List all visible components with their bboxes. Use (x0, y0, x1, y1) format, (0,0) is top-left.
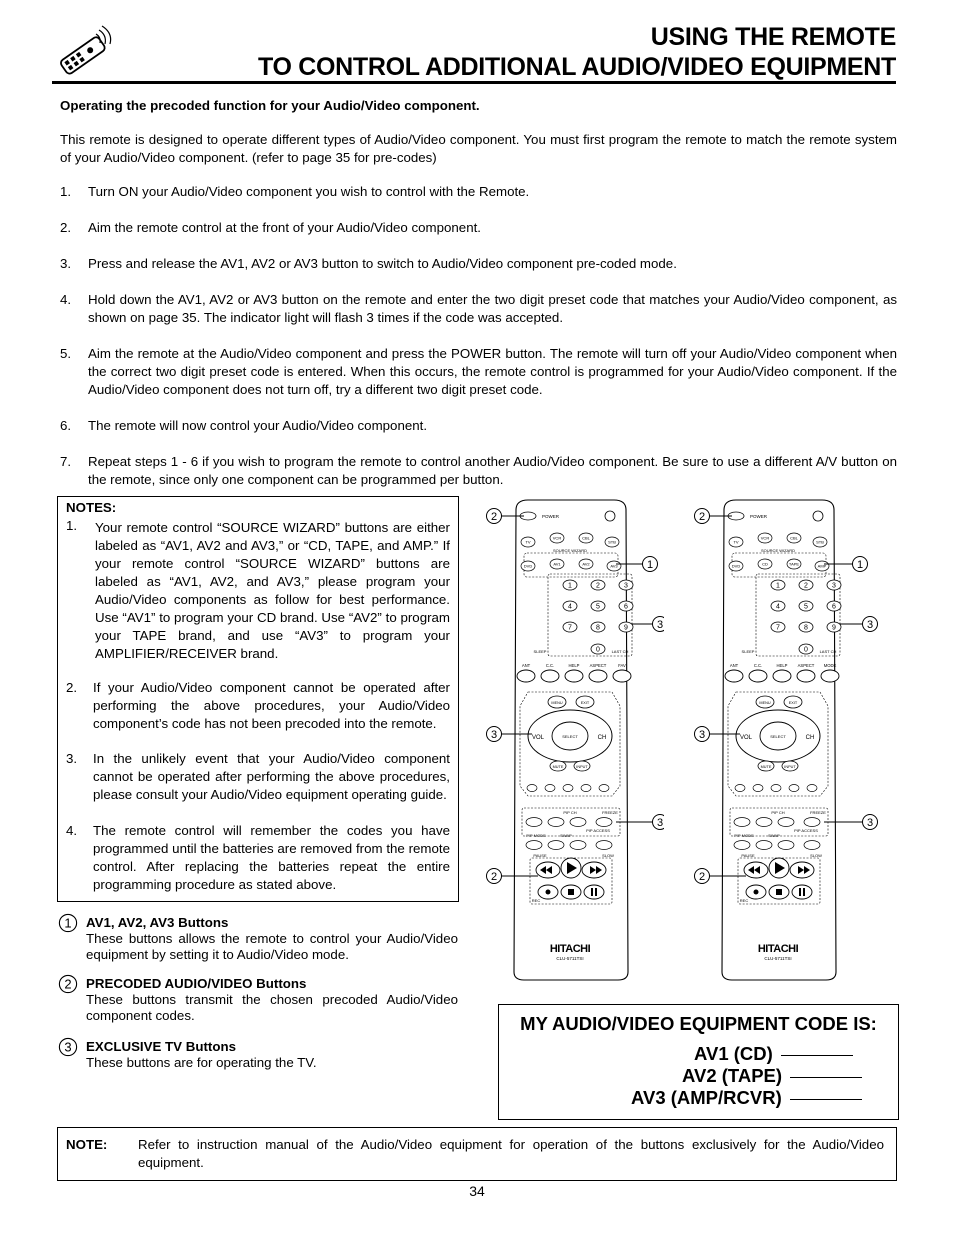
pip-button (756, 841, 772, 850)
note-item: 2. If your Audio/Video component cannot be operated after performing the above procedures, your Audio/Video component’s code has not been precoded into the remote. (66, 680, 450, 731)
code-blank-line (790, 1077, 862, 1078)
function-label: HELP (776, 663, 788, 668)
legend-item-1: 1 AV1, AV2, AV3 Buttons These buttons allows the remote to control your Audio/Video equipment by setting it to Audio/Video mode. (58, 914, 458, 964)
pip-button (778, 841, 794, 850)
small-button (789, 785, 799, 792)
step-item: 6. The remote will now control your Audio/Video component. (60, 418, 428, 433)
small-button (581, 785, 591, 792)
step-item: 5. Aim the remote at the Audio/Video component and press the POWER button. The remote will turn off your Audio/Video component when the correct two digit preset code is entered. When this occurs, the remote control is programmed for your Audio/Video component. If the Audio/Video component does not turn off, try a different two digit preset code. (60, 346, 897, 397)
title-line-1: USING THE REMOTE (650, 23, 896, 51)
brand-logo: HITACHI (757, 943, 799, 955)
power-label: POWER (542, 514, 560, 519)
record-icon (754, 890, 759, 895)
vol-label: VOL (531, 735, 545, 741)
function-button (613, 670, 631, 682)
steps-list (60, 183, 897, 489)
function-label: C.C. (545, 663, 555, 668)
function-button (725, 670, 743, 682)
remote-body-group (514, 500, 633, 980)
exit-label: EXIT (580, 701, 590, 705)
section-subheading: Operating the precoded function for your Audio/Video component. (60, 98, 480, 113)
pip-button (734, 841, 750, 850)
source-wizard-label: SOURCE WIZARD (553, 548, 587, 553)
callout-number: 2 (698, 871, 706, 883)
note-text: Refer to instruction manual of the Audio/Video equipment for operation of the buttons exclusively for the Audio/Video equipment. (138, 1137, 884, 1170)
pip-button (804, 841, 820, 850)
callout-number-icon (58, 913, 78, 933)
menu-label: MENU (759, 701, 771, 705)
pip-button (734, 818, 750, 827)
callout-number: 1 (646, 559, 654, 571)
digit-label: 3 (832, 582, 836, 590)
av-button-label: DVD (731, 563, 741, 569)
function-button (541, 670, 559, 682)
swap-label: SWAP (768, 833, 780, 838)
digit-label: 0 (596, 646, 600, 654)
pause-label: PAUSE (533, 853, 547, 858)
callout-number: 3 (866, 619, 874, 631)
svg-text:2: 2 (64, 976, 72, 992)
digit-label: 7 (568, 624, 572, 632)
menu-label: MENU (551, 701, 563, 705)
intro-paragraph: This remote is designed to operate different types of Audio/Video component. You must first program the remote to match the remote system of your Audio/Video component. (refer to page 35 for pre-codes) (60, 132, 897, 165)
digit-label: 3 (624, 582, 628, 590)
last-ch-label: LAST CH (611, 649, 629, 654)
record-icon (546, 890, 551, 895)
power-label: POWER (750, 514, 768, 519)
pause-icon (803, 888, 805, 896)
digit-label: 6 (624, 603, 628, 611)
pip-ch-label: PIP CH (563, 810, 577, 815)
mute-label: MUTE (552, 765, 564, 769)
small-button (599, 785, 609, 792)
note-item: 3. In the unlikely event that your Audio/Video component cannot be operated after performing the above procedures, please consult your Audio/Video equipment operating guide. (66, 751, 450, 802)
callout-number-icon (58, 974, 78, 994)
pip-button (778, 818, 794, 827)
pause-button (792, 885, 812, 899)
av-button-label: AV2 (582, 561, 590, 567)
rec-label: REC (739, 898, 749, 903)
step-item: 1. Turn ON your Audio/Video component you wish to control with the Remote. (60, 184, 530, 199)
input-label: INPUT (576, 765, 588, 769)
pip-button (570, 841, 586, 850)
digit-label: 4 (568, 603, 572, 611)
stop-icon (776, 889, 782, 895)
callout-number: 3 (698, 729, 706, 741)
function-label: FAV (618, 663, 626, 668)
last-ch-label: LAST CH (819, 649, 837, 654)
small-button (545, 785, 555, 792)
freeze-label: FREEZE (602, 810, 618, 815)
bottom-note-box (57, 1127, 897, 1181)
pip-button (756, 818, 772, 827)
digit-label: 5 (804, 603, 808, 611)
rec-label: REC (531, 898, 541, 903)
pip-access-label: PIP ACCESS (586, 828, 610, 833)
digit-label: 8 (596, 624, 600, 632)
equipment-code-box (498, 1004, 899, 1120)
function-button (797, 670, 815, 682)
step-item: 4. Hold down the AV1, AV2 or AV3 button on the remote and enter the two digit preset code that matches your Audio/Video component, as shown on page 35. The indicator light will flash 3 times if the code was accepted. (60, 292, 897, 325)
instructions (60, 97, 897, 507)
function-label: C.C. (753, 663, 763, 668)
source-button-label: TV (525, 539, 531, 545)
function-label: MODE (823, 663, 837, 668)
slow-label: SLOW (602, 853, 614, 858)
digit-label: 6 (832, 603, 836, 611)
digit-label: 8 (804, 624, 808, 632)
pip-access-label: PIP ACCESS (794, 828, 818, 833)
callout-number: 3 (656, 817, 664, 829)
pause-icon (799, 888, 801, 896)
step-item: 3. Press and release the AV1, AV2 or AV3 button to switch to Audio/Video component pre-coded mode. (60, 256, 677, 271)
small-button (563, 785, 573, 792)
digit-label: 5 (596, 603, 600, 611)
source-button-label: CBL (582, 535, 590, 541)
callout-number: 2 (490, 511, 498, 523)
av-button-label: DVD (523, 563, 533, 569)
code-blank-line (790, 1099, 862, 1100)
pip-button (526, 818, 542, 827)
callout-number: 2 (698, 511, 706, 523)
code-row-av3: AV3 (AMP/RCVR) (631, 1087, 862, 1109)
step-item: 7. Repeat steps 1 - 6 if you wish to program the remote to control another Audio/Video component. Be sure to use a different A/V button on the remote, since only one component can be programmed per button. (60, 454, 897, 487)
av-button-label: AMP (817, 563, 827, 569)
small-button (527, 785, 537, 792)
sleep-label: SLEEP (533, 649, 547, 654)
av-button-label: AV1 (553, 561, 561, 567)
mute-label: MUTE (760, 765, 772, 769)
note-label: NOTE: (66, 1137, 108, 1152)
callout-number: 3 (656, 619, 664, 631)
remote-diagram-av (484, 496, 664, 986)
input-label: INPUT (784, 765, 796, 769)
function-button (749, 670, 767, 682)
function-label: HELP (568, 663, 580, 668)
select-label: SELECT (770, 734, 786, 739)
source-button-label: STB (816, 539, 824, 545)
source-button-label: STB (608, 539, 616, 545)
digit-label: 9 (832, 624, 836, 632)
pause-icon (591, 888, 593, 896)
vol-label: VOL (739, 735, 753, 741)
stop-icon (568, 889, 574, 895)
pause-label: PAUSE (741, 853, 755, 858)
code-blank-line (781, 1055, 853, 1056)
source-button-label: TV (733, 539, 739, 545)
header-rule (52, 81, 896, 84)
pip-button (804, 818, 820, 827)
source-wizard-label: SOURCE WIZARD (761, 548, 795, 553)
brand-logo: HITACHI (549, 943, 591, 955)
pip-button (526, 841, 542, 850)
notes-title: NOTES: (66, 500, 117, 515)
source-button-label: VCR (552, 535, 562, 541)
code-row-av2: AV2 (TAPE) (682, 1065, 862, 1087)
small-button (807, 785, 817, 792)
legend-item-3: 3 EXCLUSIVE TV Buttons These buttons are for operating the TV. (58, 1038, 458, 1078)
code-box-title: MY AUDIO/VIDEO EQUIPMENT CODE IS: (520, 1013, 877, 1034)
pip-mode-label: PIP MODE (734, 833, 754, 838)
pause-icon (595, 888, 597, 896)
digit-label: 1 (568, 582, 572, 590)
model-number: CLU-5711TSI (556, 956, 584, 961)
note-item: 4. The remote control will remember the codes you have programmed until the batteries are removed from the remote control. After replacing the batteries repeat the entire programming procedure as stated above. (66, 823, 450, 892)
svg-text:3: 3 (64, 1039, 72, 1055)
digit-label: 4 (776, 603, 780, 611)
callout-number-icon (58, 1037, 78, 1057)
sleep-label: SLEEP (741, 649, 755, 654)
av-button-label: AV3 (610, 563, 618, 569)
freeze-label: FREEZE (810, 810, 826, 815)
av-button-label: CD (762, 561, 768, 567)
note-number: 1. (66, 518, 78, 533)
digit-label: 9 (624, 624, 628, 632)
digit-label: 0 (804, 646, 808, 654)
ch-label: CH (805, 735, 815, 741)
remote-diagram-cd-tape-amp (692, 496, 888, 986)
remote-icon (52, 24, 112, 80)
digit-label: 1 (776, 582, 780, 590)
pip-button (570, 818, 586, 827)
light-icon (605, 511, 615, 521)
light-icon (813, 511, 823, 521)
function-label: ANT (729, 663, 739, 668)
svg-text:1: 1 (64, 915, 72, 931)
function-button (773, 670, 791, 682)
pip-button (596, 841, 612, 850)
av-button-label: TAPE (788, 561, 800, 567)
step-item: 2. Aim the remote control at the front of your Audio/Video component. (60, 220, 481, 235)
digit-label: 7 (776, 624, 780, 632)
pip-ch-label: PIP CH (771, 810, 785, 815)
pip-mode-label: PIP MODE (526, 833, 546, 838)
pip-button (548, 841, 564, 850)
function-label: ASPECT (797, 663, 815, 668)
callout-number: 3 (490, 729, 498, 741)
function-label: ANT (521, 663, 531, 668)
pip-button (596, 818, 612, 827)
function-button (517, 670, 535, 682)
source-button-label: VCR (760, 535, 770, 541)
select-label: SELECT (562, 734, 578, 739)
swap-label: SWAP (560, 833, 572, 838)
pause-button (584, 885, 604, 899)
callout-number: 3 (866, 817, 874, 829)
exit-label: EXIT (788, 701, 798, 705)
small-button (753, 785, 763, 792)
pip-button (548, 818, 564, 827)
page-number: 34 (469, 1183, 485, 1199)
digit-label: 2 (596, 582, 600, 590)
code-row-av1: AV1 (CD) (694, 1043, 853, 1065)
page-title (258, 22, 896, 82)
small-button (771, 785, 781, 792)
note-text: Your remote control “SOURCE WIZARD” buttons are either labeled as “AV1, AV2 and AV3,” or “CD, TAPE, and AMP.” If your remote control “SOURCE WIZARD” buttons are labeled as “AV1, AV2, and AV3,” please program your Audio/Video components as follow for best performance. Use “AV1” to program your CD brand. Use “AV2” to program your TAPE brand, and use “AV3” to program your AMPLIFIER/RECEIVER brand. (95, 520, 450, 661)
title-line-2: TO CONTROL ADDITIONAL AUDIO/VIDEO EQUIPMENT (257, 53, 896, 81)
source-button-label: CBL (790, 535, 798, 541)
ch-label: CH (597, 735, 607, 741)
model-number: CLU-5711TSI (764, 956, 792, 961)
function-button (821, 670, 839, 682)
callout-number: 1 (856, 559, 864, 571)
function-label: ASPECT (589, 663, 607, 668)
small-button (735, 785, 745, 792)
remote-body-group (722, 500, 841, 980)
digit-label: 2 (804, 582, 808, 590)
function-button (565, 670, 583, 682)
notes-box (57, 496, 459, 902)
function-button (589, 670, 607, 682)
callout-number: 2 (490, 871, 498, 883)
legend-item-2: 2 PRECODED AUDIO/VIDEO Buttons These buttons transmit the chosen precoded Audio/Video component codes. (58, 975, 458, 1025)
slow-label: SLOW (810, 853, 822, 858)
